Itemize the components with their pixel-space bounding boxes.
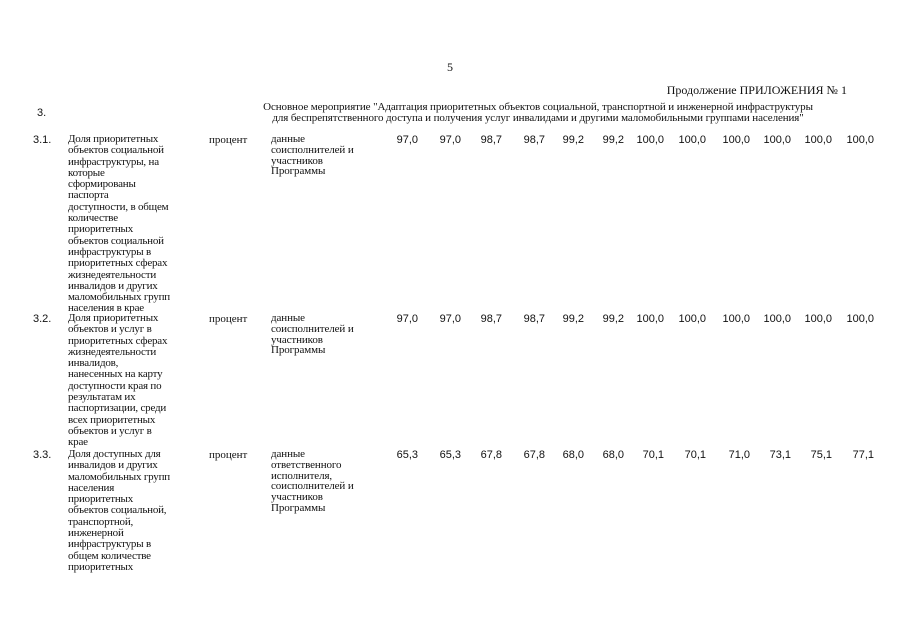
row-description-line: инвалидов, — [68, 357, 119, 370]
row-source-line: участников — [271, 333, 323, 346]
row-value: 68,0 — [562, 449, 584, 461]
row-description-line: маломобильных групп — [68, 291, 170, 304]
continuation-heading: Продолжение ПРИЛОЖЕНИЯ № 1 — [666, 83, 847, 97]
row-value: 97,0 — [439, 134, 461, 146]
row-description-line: инфраструктуры в — [68, 245, 151, 258]
row-description-line: всех приоритетных — [68, 413, 156, 426]
row-source — [271, 313, 381, 356]
row-description-line: приоритетных сферах — [68, 257, 168, 270]
row-description-line: крае — [68, 436, 88, 449]
row-unit: процент — [209, 449, 248, 461]
row-description-line: объектов социальной — [68, 144, 164, 157]
row-description-line: приоритетных — [68, 493, 134, 506]
row-value: 73,1 — [769, 449, 791, 461]
row-source-line: соисполнителей и — [271, 143, 354, 156]
row-value: 75,1 — [810, 449, 832, 461]
row-description-line: инфраструктуры в — [68, 538, 151, 551]
row-description-line: общем количестве — [68, 549, 151, 562]
row-value: 99,2 — [602, 134, 624, 146]
row-description-line: доступности края по — [68, 379, 162, 392]
row-value: 100,0 — [722, 313, 750, 325]
row-description-line: количестве — [68, 212, 118, 225]
row-value: 67,8 — [480, 449, 502, 461]
row-value: 100,0 — [636, 313, 664, 325]
row-source — [271, 449, 381, 514]
row-source-line: данные — [271, 133, 305, 145]
row-source-line: исполнителя, — [271, 469, 333, 482]
row-description-line: Доля доступных для — [68, 448, 161, 460]
row-description-line: приоритетных сферах — [68, 334, 168, 347]
row-description-line: инвалидов и других — [68, 459, 158, 472]
row-value: 68,0 — [602, 449, 624, 461]
row-description-line: маломобильных групп — [68, 470, 170, 483]
row-value: 100,0 — [804, 134, 832, 146]
row-description-line: жизнедеятельности — [68, 345, 157, 358]
row-number: 3.3. — [33, 449, 52, 461]
row-number: 3.2. — [33, 313, 52, 325]
row-value: 70,1 — [642, 449, 664, 461]
row-description-line: объектов социальной, — [68, 504, 167, 517]
row-source-line: соисполнителей и — [271, 322, 354, 335]
row-description — [68, 313, 208, 449]
row-value: 99,2 — [602, 313, 624, 325]
row-value: 97,0 — [396, 313, 418, 325]
row-value: 100,0 — [722, 134, 750, 146]
row-source-line: данные — [271, 312, 305, 324]
section-title-line: для беспрепятственного доступа и получения услуг инвалидами и другими маломобильными группами населения" — [272, 112, 804, 124]
row-value: 100,0 — [678, 313, 706, 325]
row-description-line: нанесенных на карту — [68, 368, 163, 381]
row-description-line: паспорта — [68, 189, 109, 202]
row-value: 100,0 — [678, 134, 706, 146]
row-description-line: паспортизации, среди — [68, 402, 167, 415]
row-description-line: которые — [68, 166, 105, 179]
row-description-line: Доля приоритетных — [68, 133, 159, 145]
row-value: 70,1 — [684, 449, 706, 461]
row-description — [68, 449, 208, 573]
row-value: 65,3 — [396, 449, 418, 461]
section-title — [200, 102, 876, 124]
row-description-line: Доля приоритетных — [68, 312, 159, 324]
row-value: 71,0 — [728, 449, 750, 461]
row-value: 100,0 — [763, 134, 791, 146]
row-value: 100,0 — [846, 134, 874, 146]
row-description-line: транспортной, — [68, 515, 134, 528]
row-value: 100,0 — [804, 313, 832, 325]
row-value: 100,0 — [846, 313, 874, 325]
row-value: 97,0 — [439, 313, 461, 325]
row-number: 3.1. — [33, 134, 52, 146]
row-description-line: приоритетных — [68, 560, 134, 573]
row-source-line: соисполнителей и — [271, 480, 354, 493]
row-source-line: Программы — [271, 344, 326, 357]
row-source-line: Программы — [271, 501, 326, 514]
row-description-line: жизнедеятельности — [68, 268, 157, 281]
row-description-line: инженерной — [68, 527, 124, 540]
row-description — [68, 134, 208, 315]
row-value: 97,0 — [396, 134, 418, 146]
row-value: 99,2 — [562, 313, 584, 325]
row-description-line: инфраструктуры, на — [68, 155, 159, 168]
section-title-line: Основное мероприятие "Адаптация приоритетных объектов социальной, транспортной и инженерной инфраструктуры — [263, 101, 813, 113]
row-source-line: Программы — [271, 165, 326, 178]
row-description-line: объектов и услуг в — [68, 323, 152, 336]
row-description-line: инвалидов и других — [68, 279, 158, 292]
section-number: 3. — [37, 107, 47, 119]
row-source-line: ответственного — [271, 458, 342, 471]
page-number: 5 — [447, 60, 453, 74]
row-value: 77,1 — [852, 449, 874, 461]
row-value: 98,7 — [523, 313, 545, 325]
row-description-line: населения в крае — [68, 302, 144, 315]
row-value: 98,7 — [480, 134, 502, 146]
row-unit: процент — [209, 134, 248, 146]
row-unit: процент — [209, 313, 248, 325]
row-source — [271, 134, 381, 177]
row-value: 98,7 — [523, 134, 545, 146]
row-value: 100,0 — [636, 134, 664, 146]
row-value: 99,2 — [562, 134, 584, 146]
row-value: 65,3 — [439, 449, 461, 461]
row-source-line: участников — [271, 154, 323, 167]
row-description-line: объектов социальной — [68, 234, 164, 247]
row-description-line: доступности, в общем — [68, 200, 169, 213]
row-value: 67,8 — [523, 449, 545, 461]
row-description-line: сформированы — [68, 178, 136, 191]
row-source-line: данные — [271, 448, 305, 460]
row-value: 98,7 — [480, 313, 502, 325]
row-description-line: приоритетных — [68, 223, 134, 236]
row-description-line: населения — [68, 481, 115, 494]
row-value: 100,0 — [763, 313, 791, 325]
row-description-line: объектов и услуг в — [68, 424, 152, 437]
row-source-line: участников — [271, 491, 323, 504]
row-description-line: результатам их — [68, 391, 136, 404]
